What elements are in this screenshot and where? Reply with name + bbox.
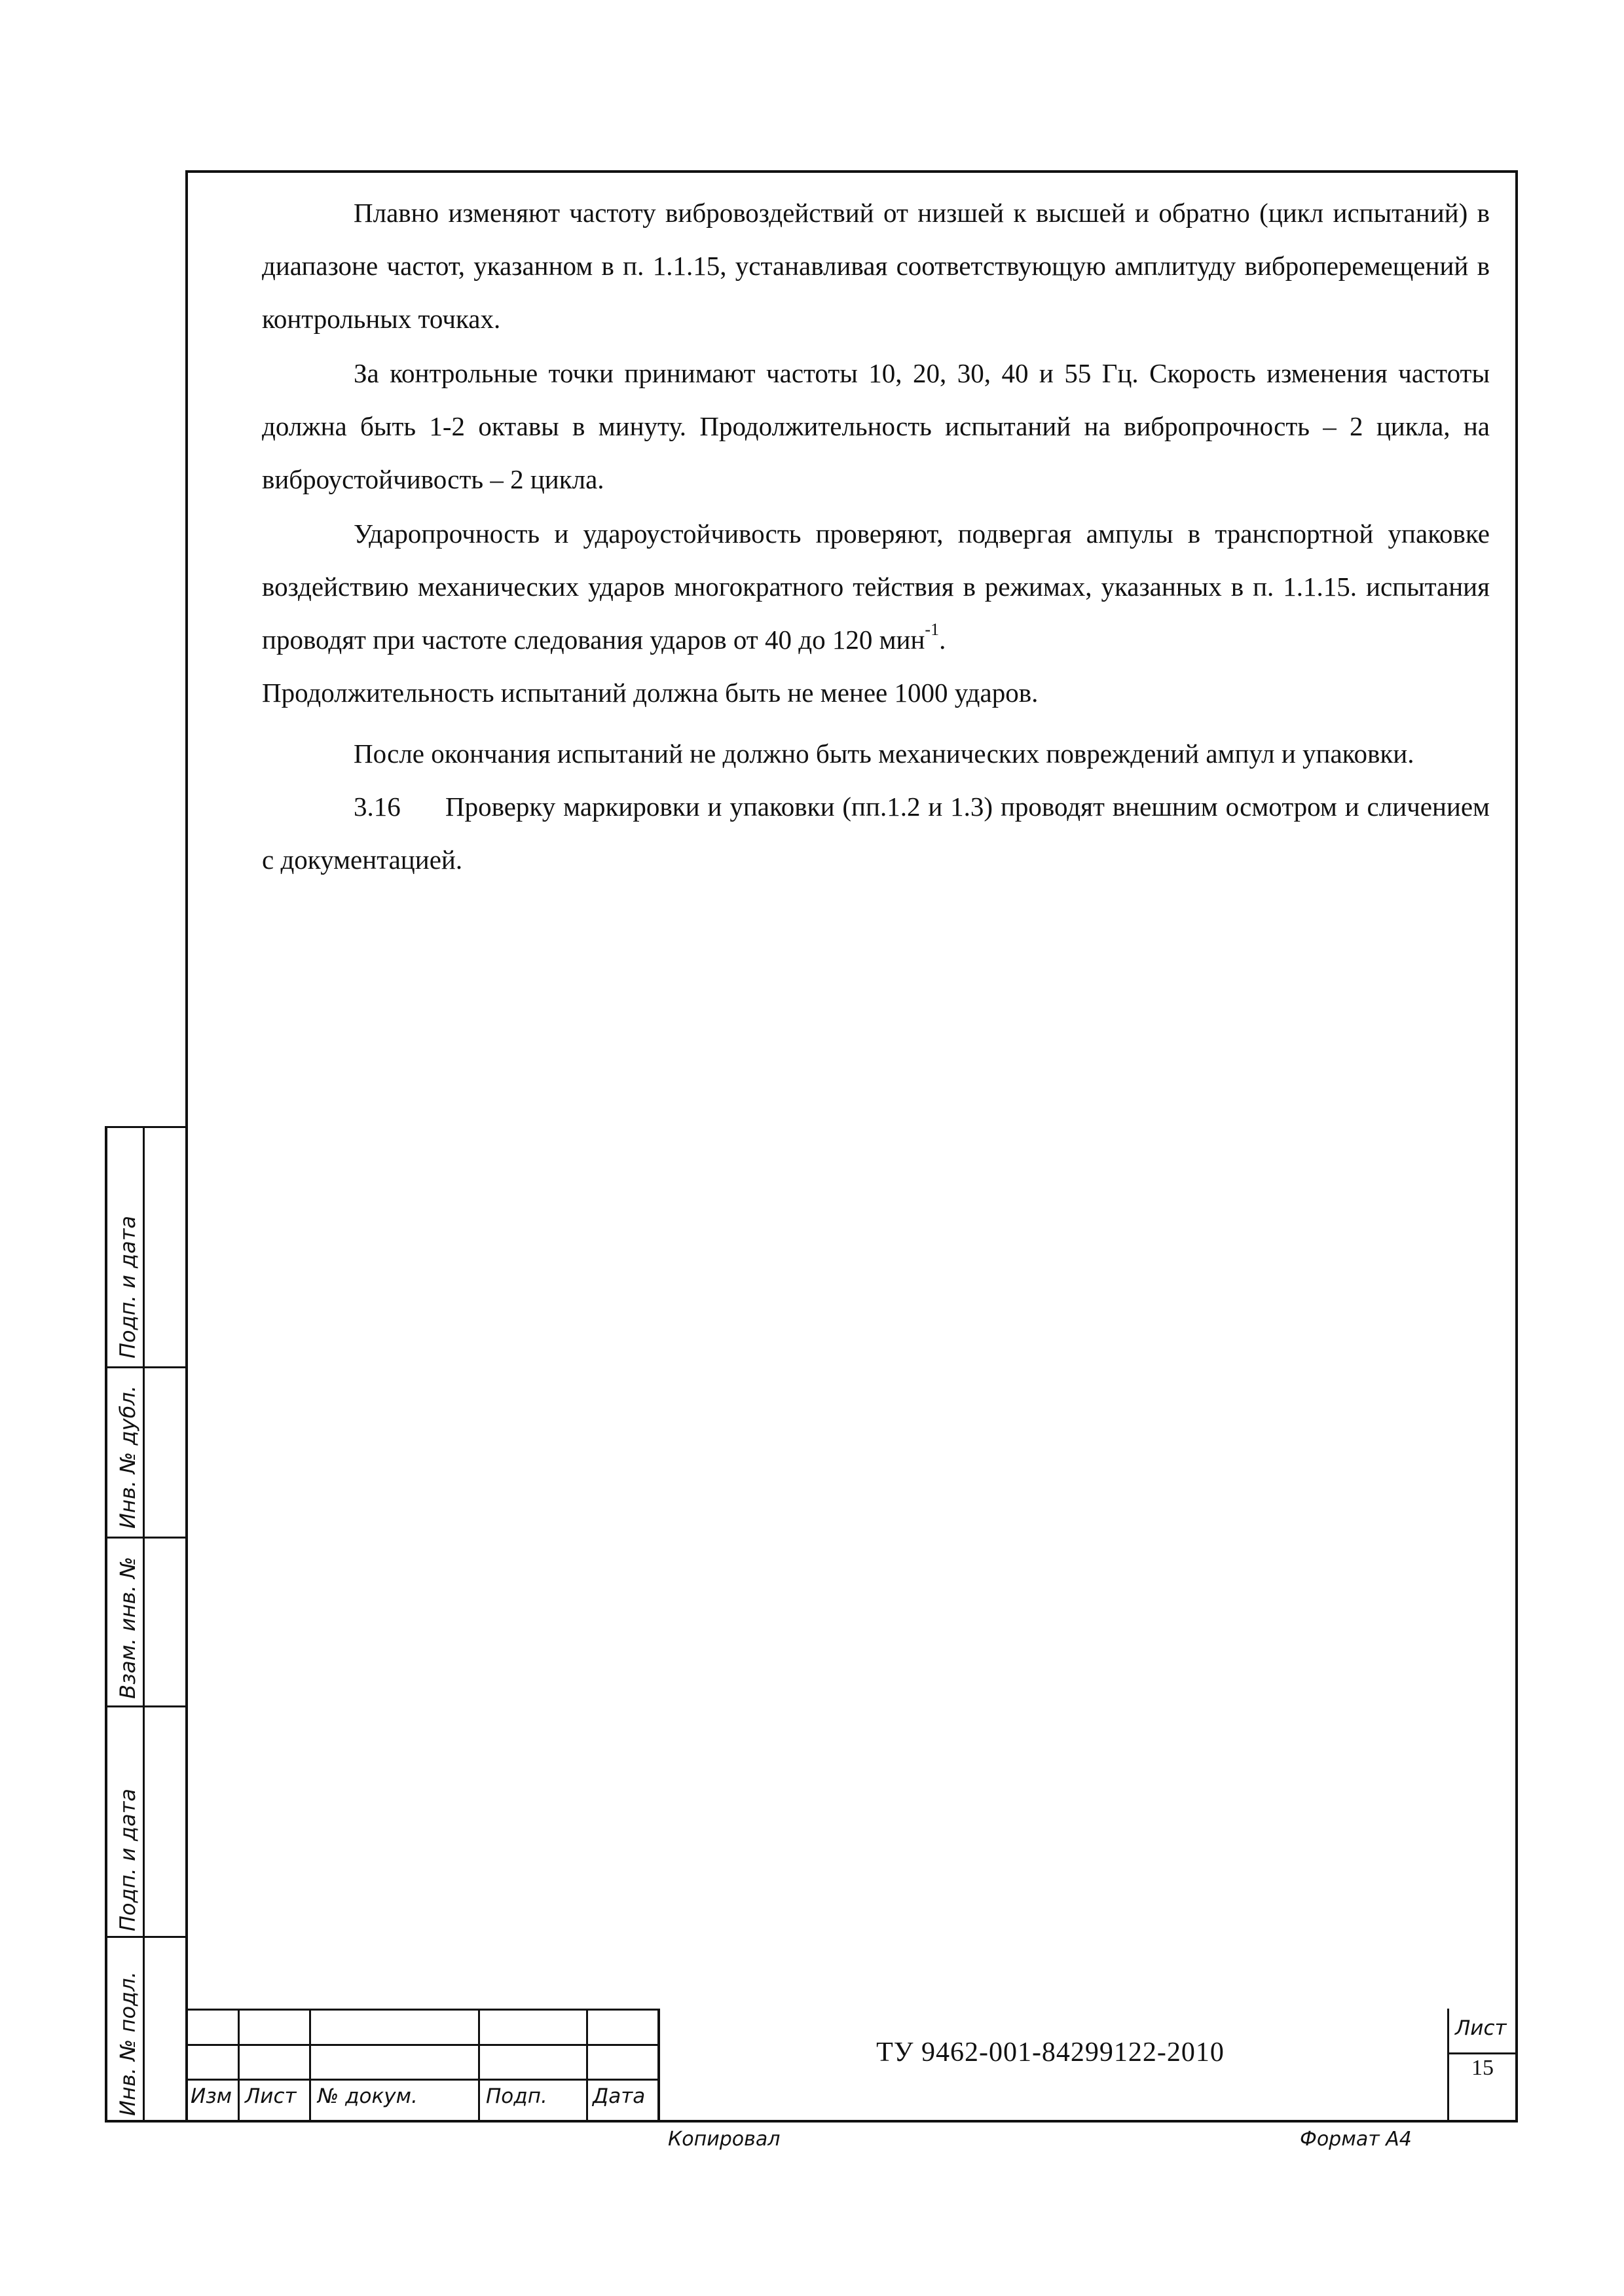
col-podp: Подп. bbox=[486, 2085, 547, 2108]
side-inv-podl: Инв. № подл. bbox=[115, 1971, 140, 2116]
paragraph-duration: Продолжительность испытаний должна быть не менее 1000 ударов. bbox=[262, 678, 1039, 708]
superscript-minus-one: -1 bbox=[925, 620, 940, 640]
col-data: Дата bbox=[593, 2085, 646, 2108]
frame-right bbox=[1515, 170, 1518, 2123]
item-3-16 bbox=[262, 780, 1490, 886]
col-list: Лист bbox=[245, 2085, 297, 2108]
frame-bottom bbox=[105, 2120, 1518, 2123]
col-dokum: № докум. bbox=[318, 2085, 418, 2108]
paragraph-control-points: За контрольные точки принимают частоты 10, 20, 30, 40 и 55 Гц. Скорость изменения частоты должна быть 1-2 октавы в минуту. Продолжительность испытаний на вибропрочность – 2 цикла, на виброустойчивость – 2 цикла. bbox=[262, 358, 1490, 494]
side-inv-dubl: Инв. № дубл. bbox=[115, 1385, 140, 1529]
side-podp-data-top: Подп. и дата bbox=[115, 1216, 140, 1358]
side-podp-data-bottom: Подп. и дата bbox=[115, 1789, 140, 1931]
paragraph-vibration-cycle: Плавно изменяют частоту вибровоздействий от низшей к высшей и обратно (цикл испытаний) в диапазоне частот, указанном в п. 1.1.15, устанавливая соответствующую амплитуду виброперемещений в контрольных точках. bbox=[262, 198, 1490, 334]
sheet-number: 15 bbox=[1471, 2056, 1494, 2080]
paragraph-impact: Ударопрочность и удароустойчивость проверяют, подвергая ампулы в транспортной упаковке воздействию механических ударов многократного тействия в режимах, указанных в п. 1.1.15. испытания проводят при частоте следования ударов от 40 до 120 мин$^{-1}$. bbox=[262, 519, 1490, 655]
col-izm: Изм bbox=[191, 2085, 232, 2108]
document-code: ТУ 9462-001-84299122-2010 bbox=[876, 2037, 1225, 2068]
side-vzam-inv: Взам. инв. № bbox=[115, 1556, 140, 1699]
body-text bbox=[262, 187, 1490, 886]
paragraph-no-damage: После окончания испытаний не должно быть механических повреждений ампул и упаковки. bbox=[354, 738, 1414, 769]
footer-format: Формат А4 bbox=[1300, 2128, 1412, 2151]
frame-left bbox=[185, 170, 188, 2123]
item-text: Проверку маркировки и упаковки (пп.1.2 и 1.3) проводят внешним осмотром и сличением с документацией. bbox=[262, 792, 1490, 875]
sheet-label: Лист bbox=[1455, 2016, 1507, 2040]
footer-copied: Копировал bbox=[668, 2128, 781, 2151]
frame-top bbox=[185, 170, 1518, 173]
item-number: 3.16 bbox=[354, 792, 401, 822]
